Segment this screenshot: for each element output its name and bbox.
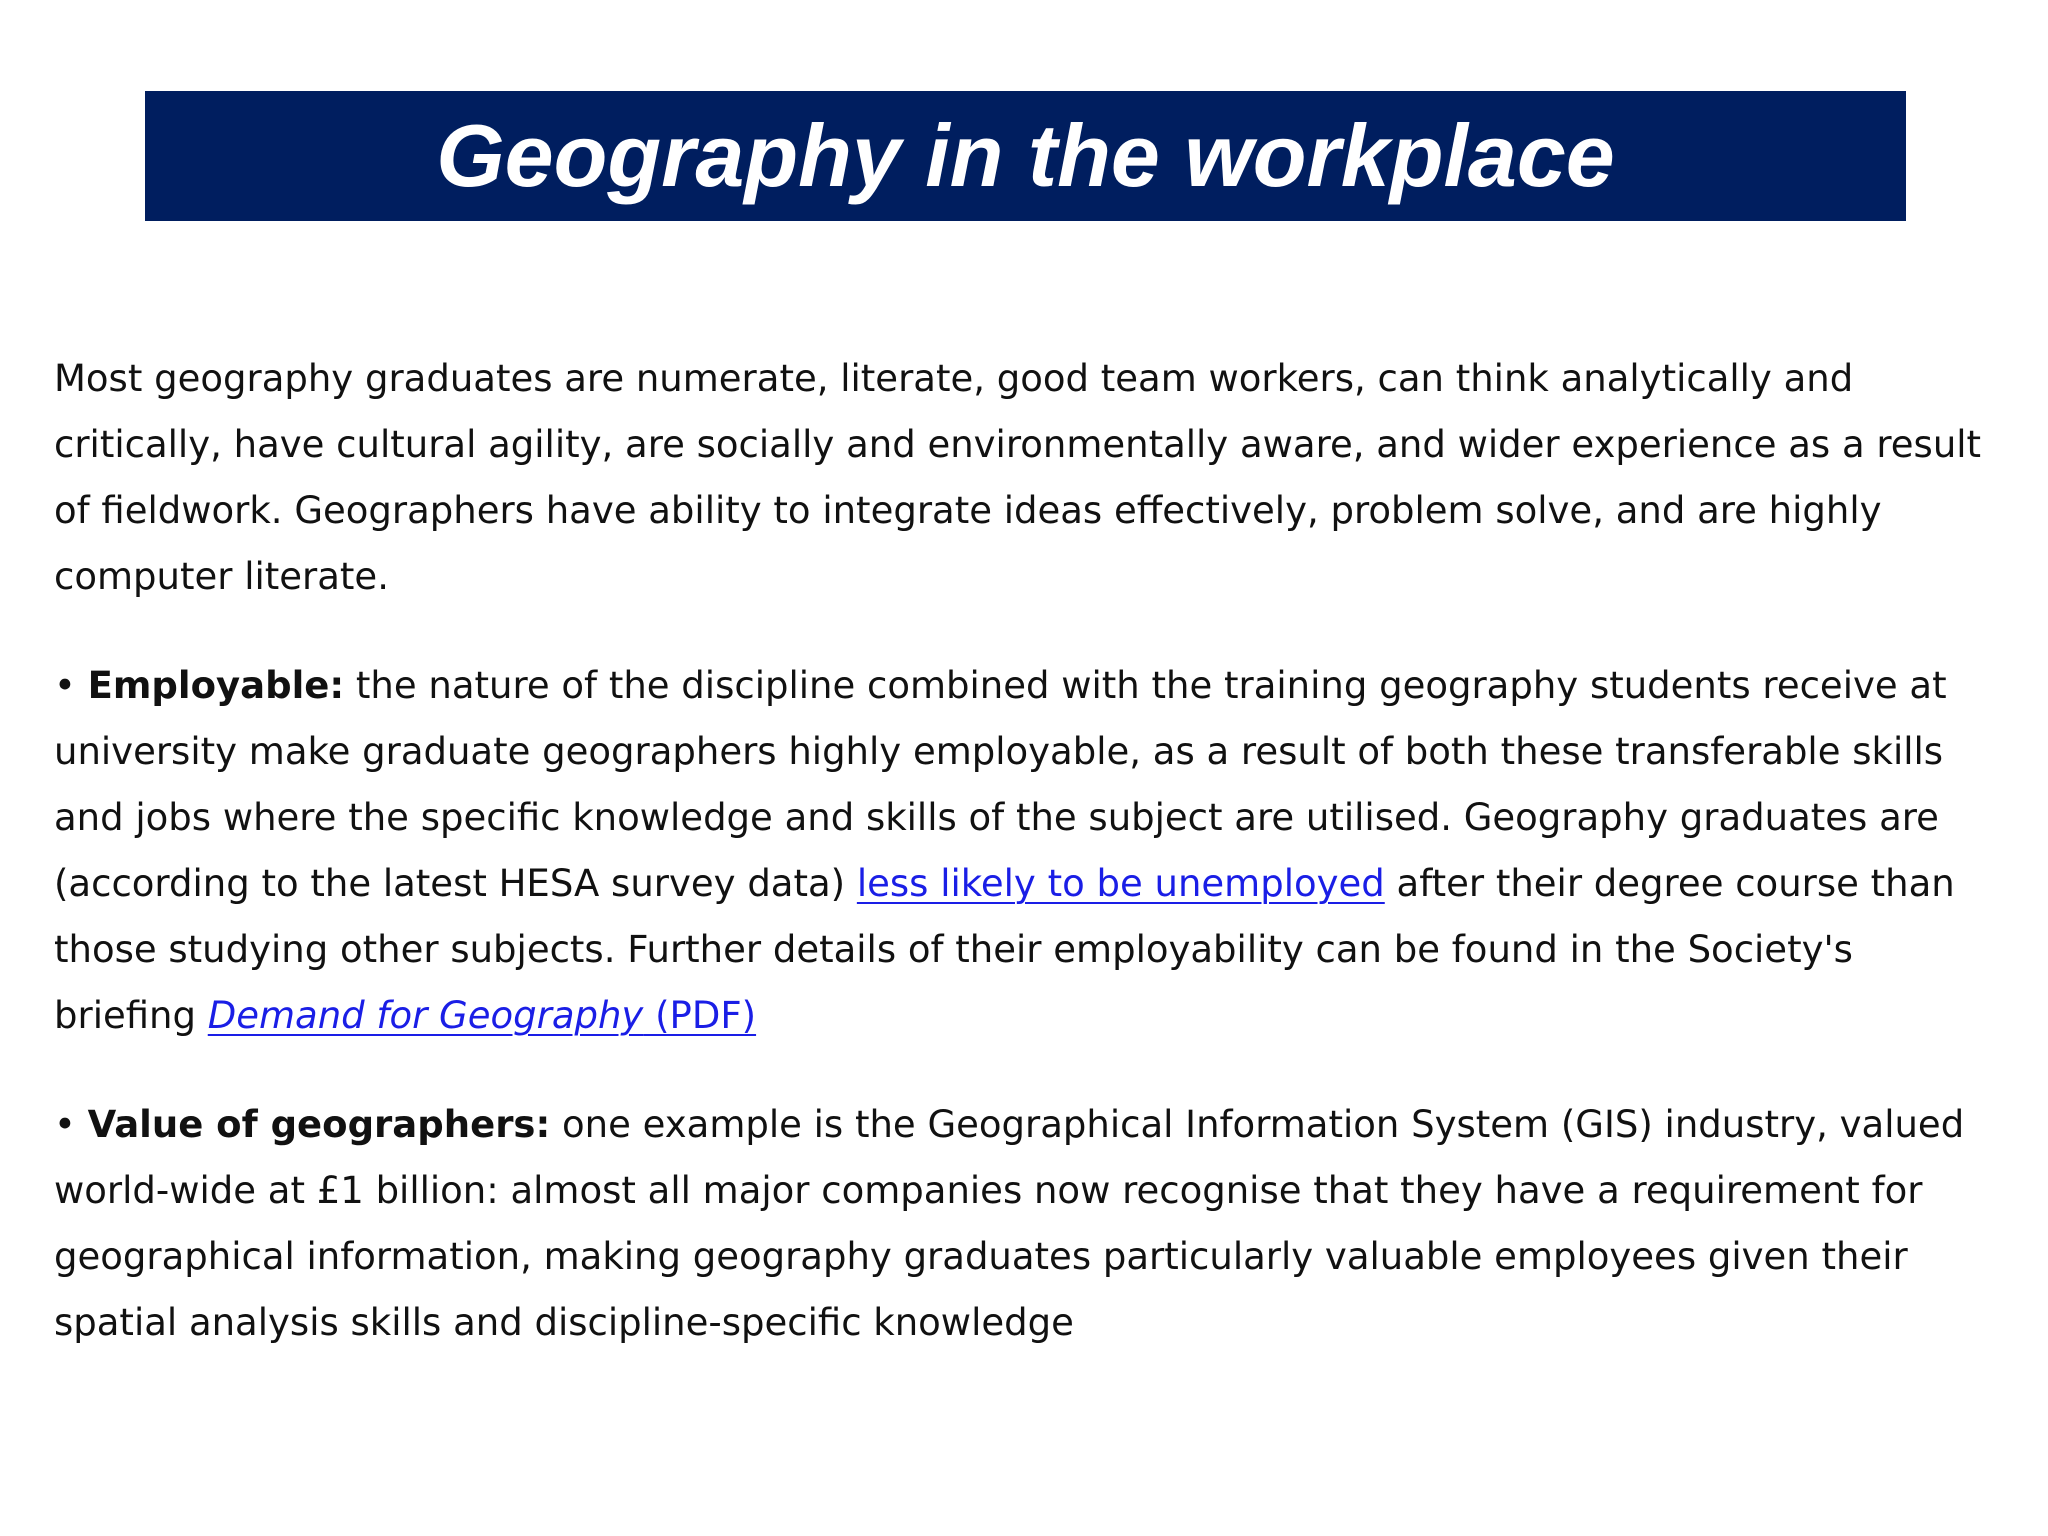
bullet-text: one example is the Geographical Information System (GIS) industry, valued world-wide at £1 billion: almost all major companies now recognise that they have a requirement for geographical information, making geography graduates particularly valuable employees given their spatial analysis skills and discipline-specific knowledge [54,1103,1965,1344]
bullet-heading: Value of geographers: [87,1103,551,1146]
intro-paragraph: Most geography graduates are numerate, literate, good team workers, can think analytically and critically, have cultural agility, are socially and environmentally aware, and wider experience as a result of fieldwork. Geographers have ability to integrate ideas effectively, problem solve, and are highly computer literate. [54,357,1982,598]
bullet-employable [54,653,2002,1049]
link-suffix: (PDF) [643,994,757,1037]
bullet-symbol: • [54,1103,76,1146]
bullet-text: the nature of the discipline combined with the training geography students receive at university make graduate geographers highly employable, as a result of both these transferable skills and jobs where the specific knowledge and skills of the subject are utilised. Geography graduates are (according to the latest HESA survey data) [54,664,1947,905]
slide-body [54,346,2002,1399]
page-title: Geography in the workplace [436,106,1615,205]
bullet-text: after their degree course than those studying other subjects. Further details of their employability can be found in the Society's briefing [54,862,1955,1037]
link-title: Demand for Geography [207,994,644,1037]
bullet-symbol: • [54,664,76,707]
title-banner [145,91,1906,221]
bullet-value-of-geographers [54,1092,2002,1356]
unemployment-link[interactable]: less likely to be unemployed [856,862,1385,905]
demand-for-geography-link[interactable] [208,994,756,1037]
bullet-heading: Employable: [87,664,345,707]
